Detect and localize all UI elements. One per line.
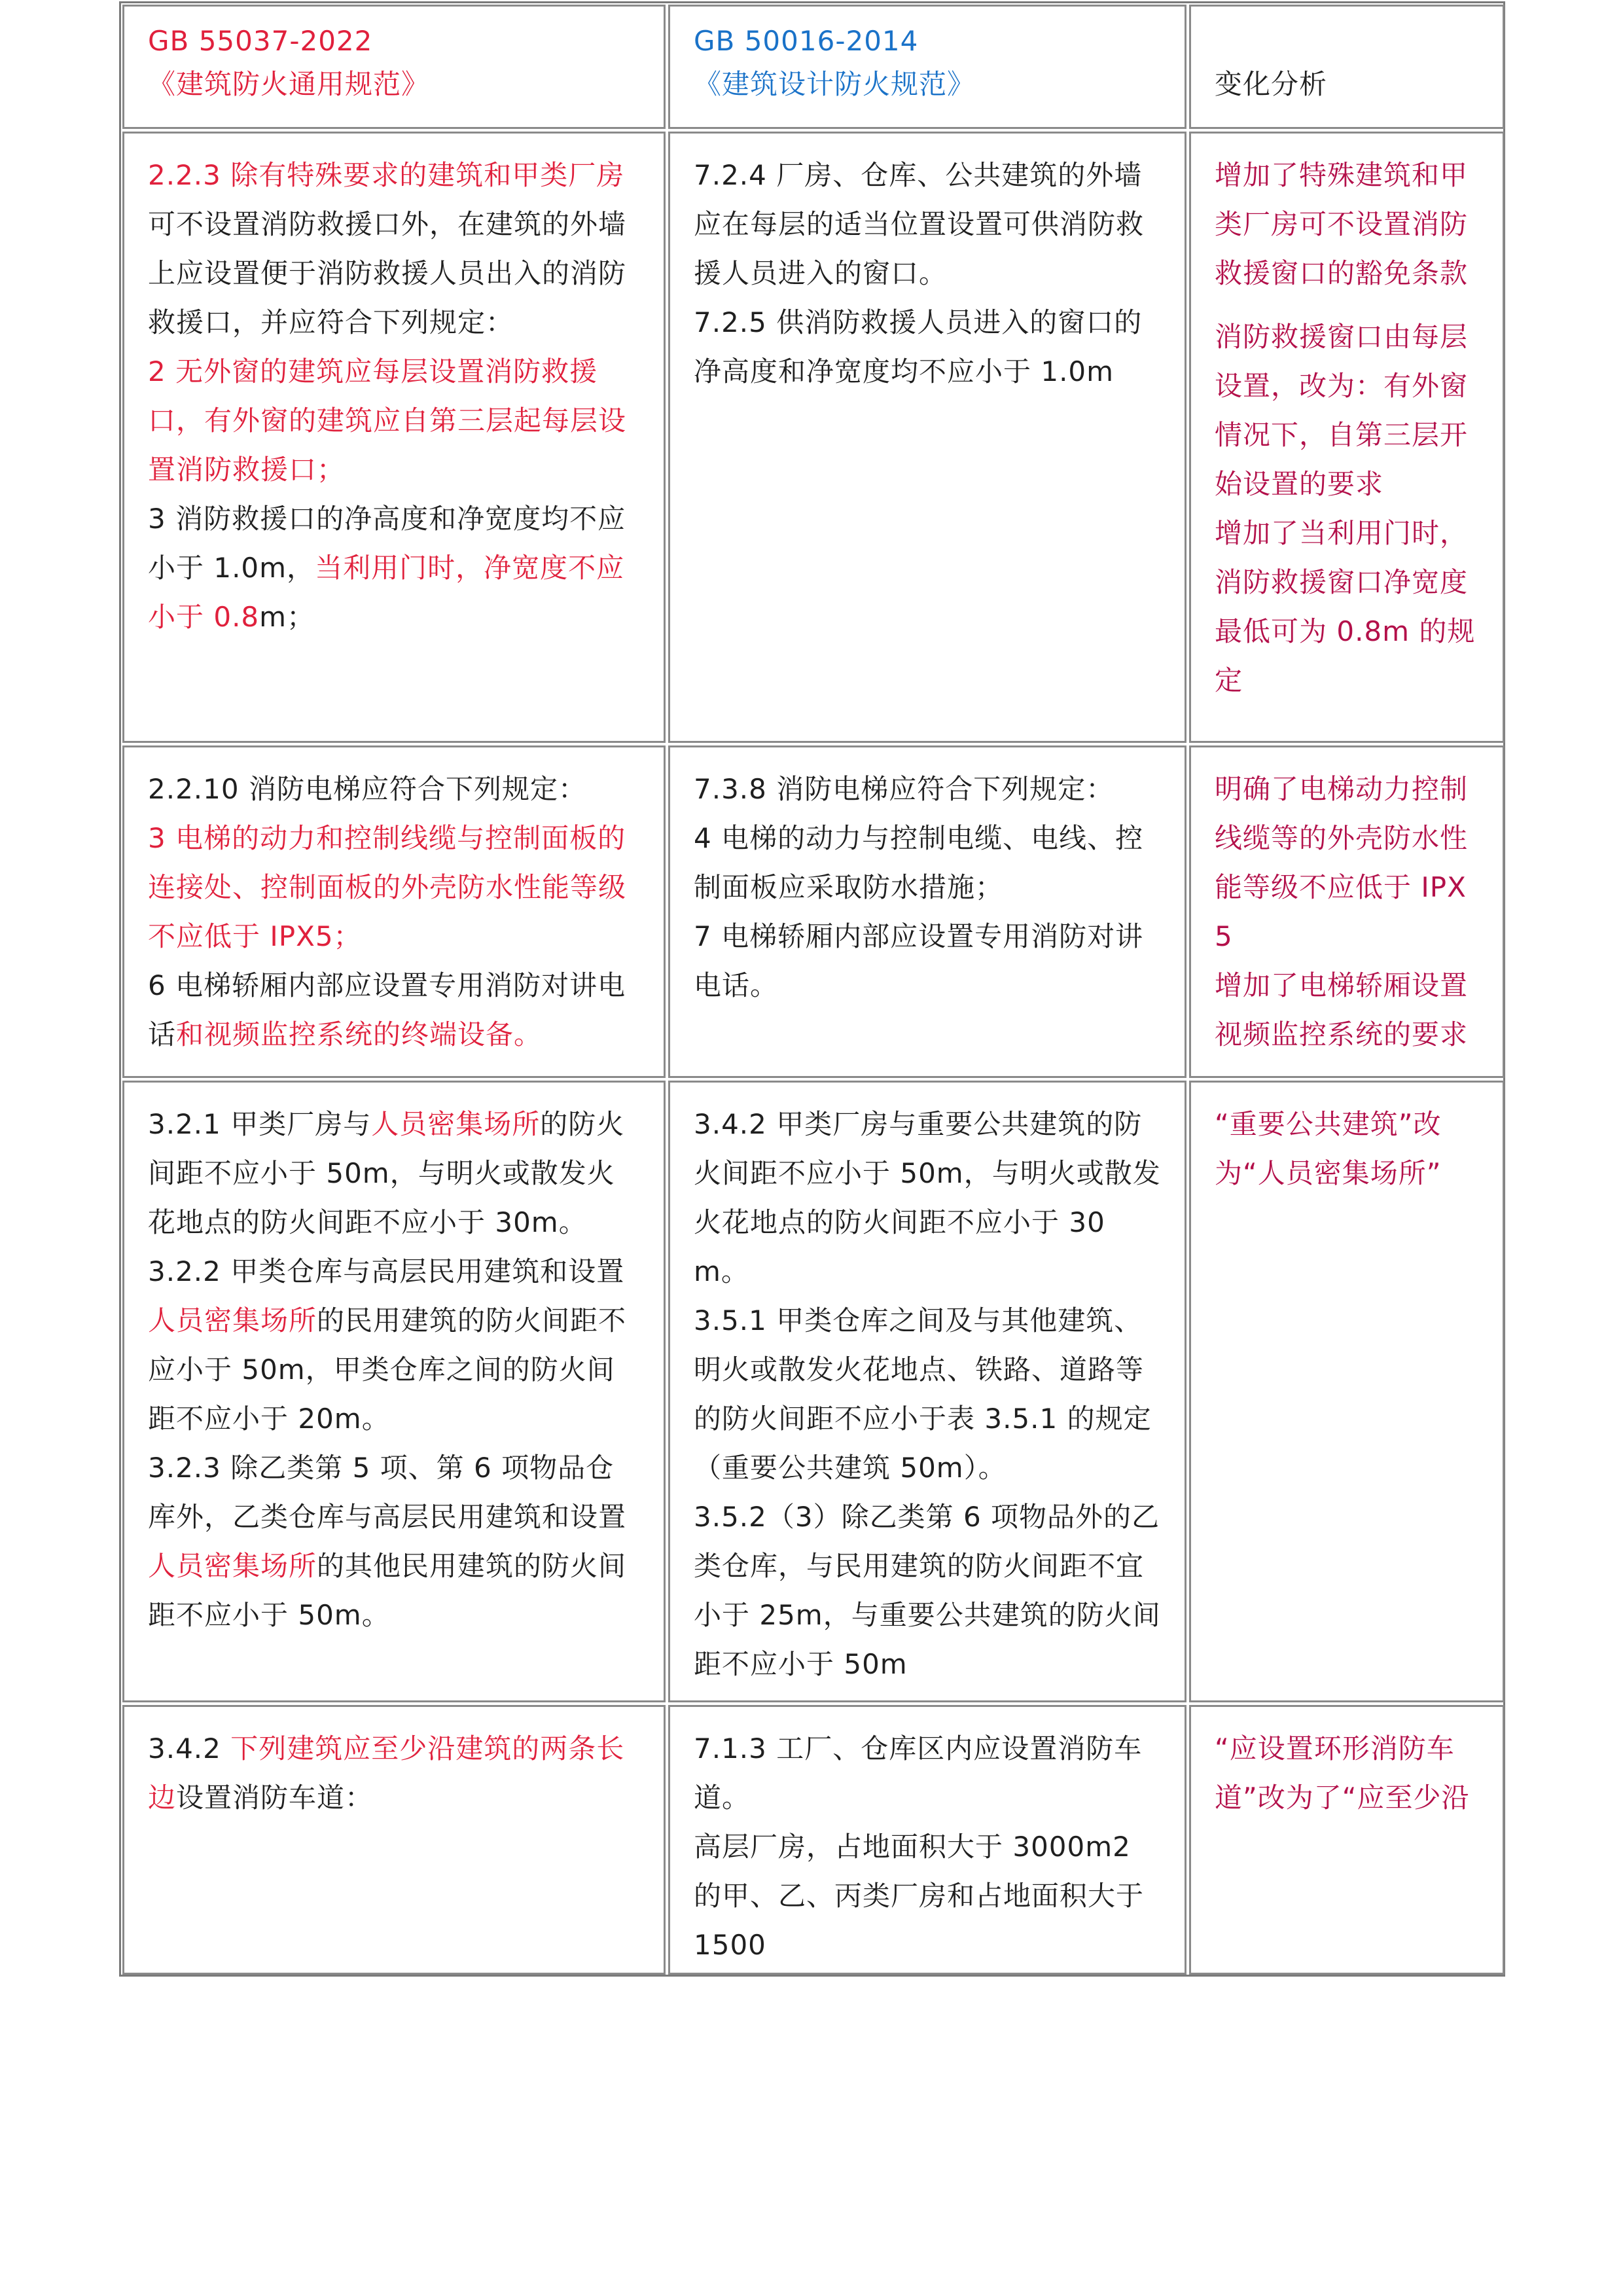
- row1-new-seg: m；: [259, 601, 315, 633]
- header-code-gb55037: GB 55037-2022: [148, 25, 373, 57]
- row2-analysis-para: 明确了电梯动力控制线缆等的外壳防水性能等级不应低于 IPX 5: [1215, 773, 1469, 952]
- header-cell-gb50016: [668, 5, 1186, 129]
- row3-new-seg: 的其他民用建筑的防火间距不应小于 50m。: [148, 1550, 627, 1631]
- row3-old-para: 3.4.2 甲类厂房与重要公共建筑的防火间距不应小于 50m，与明火或散发火花地点的防火间距不应小于 30 m。: [694, 1108, 1161, 1287]
- row2-analysis-cell: [1189, 745, 1505, 1078]
- row2-new-seg: 6 电梯轿厢内部应设置专用消防对讲电话: [148, 969, 626, 1050]
- row1-new-seg: 可不设置消防救援口外，在建筑的外墙上应设置便于消防救援人员出入的消防救援口，并应符合下列规定：: [148, 208, 627, 338]
- row3-old-clause-cell: [668, 1081, 1186, 1702]
- row1-new-seg: 当利用门时，净宽度不应小于 0.8: [148, 552, 625, 633]
- header-title-gb55037: 《建筑防火通用规范》: [148, 68, 430, 100]
- row4-new-seg: 3.4.2: [148, 1732, 231, 1765]
- row3-new-clause-cell: [122, 1081, 666, 1702]
- row4-old-para: 高层厂房，占地面积大于 3000m2 的甲、乙、丙类厂房和占地面积大于 1500: [694, 1831, 1145, 1961]
- row1-old-para: 7.2.5 供消防救援人员进入的窗口的净高度和净宽度均不应小于 1.0m: [694, 306, 1143, 387]
- row3-old-para: 3.5.2（3）除乙类第 6 项物品外的乙类仓库，与民用建筑的防火间距不宜小于 25m，与重要公共建筑的防火间距不应小于 50m: [694, 1501, 1161, 1680]
- row3-new-seg: 人员密集场所: [148, 1304, 317, 1336]
- row2-new-seg: 2.2.10 消防电梯应符合下列规定：: [148, 773, 586, 805]
- row3-new-seg: 的民用建筑的防火间距不应小于 50m，甲类仓库之间的防火间距不应小于 20m。: [148, 1304, 627, 1435]
- row2-new-seg: 和视频监控系统的终端设备。: [176, 1018, 543, 1050]
- header-cell-gb55037: [122, 5, 666, 129]
- row3-old-para: 3.5.1 甲类仓库之间及与其他建筑、明火或散发火花地点、铁路、道路等的防火间距不应小于表 3.5.1 的规定（重要公共建筑 50m）。: [694, 1304, 1152, 1484]
- row3-new-seg: 3.2.3 除乙类第 5 项、第 6 项物品仓库外，乙类仓库与高层民用建筑和设置: [148, 1452, 627, 1533]
- row1-analysis-para: 消防救援窗口由每层设置，改为：有外窗情况下，自第三层开始设置的要求: [1215, 321, 1469, 500]
- row4-new-seg: 下列建筑应至少沿建筑的两条长边: [148, 1732, 625, 1814]
- row4-old-para: 7.1.3 工厂、仓库区内应设置消防车道。: [694, 1732, 1143, 1814]
- row3-new-seg: 人员密集场所: [148, 1550, 317, 1582]
- row4-new-clause-cell: [122, 1705, 666, 1975]
- row1-new-seg: 2.2.3 除有特殊要求的建筑和甲类厂房: [148, 159, 625, 191]
- header-title-gb50016: 《建筑设计防火规范》: [694, 68, 976, 100]
- row4-analysis-para: “应设置环形消防车道”改为了“应至少沿: [1215, 1732, 1470, 1814]
- header-title-analysis: 变化分析: [1215, 68, 1328, 100]
- row1-analysis-cell: [1189, 132, 1505, 743]
- comparison-table: [119, 1, 1505, 1977]
- row2-old-para: 7 电梯轿厢内部应设置专用消防对讲电话。: [694, 920, 1144, 1001]
- row4-new-seg: 设置消防车道：: [176, 1782, 374, 1814]
- row3-new-seg: 3.2.2 甲类仓库与高层民用建筑和设置: [148, 1255, 625, 1287]
- row3-new-seg: 的防火间距不应小于 50m，与明火或散发火花地点的防火间距不应小于 30m。: [148, 1108, 625, 1238]
- row2-new-seg: 3 电梯的动力和控制线缆与控制面板的连接处、控制面板的外壳防水性能等级不应低于 IPX5；: [148, 822, 627, 952]
- row2-analysis-para: 增加了电梯轿厢设置视频监控系统的要求: [1215, 969, 1469, 1050]
- header-cell-analysis: [1189, 5, 1505, 129]
- row1-analysis-para: 增加了特殊建筑和甲类厂房可不设置消防救援窗口的豁免条款: [1215, 159, 1469, 289]
- row3-new-seg: 人员密集场所: [371, 1108, 541, 1140]
- row1-old-clause-cell: [668, 132, 1186, 743]
- row2-old-para: 7.3.8 消防电梯应符合下列规定：: [694, 773, 1115, 805]
- row2-new-clause-cell: [122, 745, 666, 1078]
- row1-analysis-para: 增加了当利用门时，消防救援窗口净宽度最低可为 0.8m 的规定: [1215, 517, 1476, 696]
- row3-analysis-cell: [1189, 1081, 1505, 1702]
- row1-new-seg: 2 无外窗的建筑应每层设置消防救援口，有外窗的建筑应自第三层起每层设置消防救援口；: [148, 355, 627, 486]
- row1-new-clause-cell: [122, 132, 666, 743]
- header-code-gb50016: GB 50016-2014: [694, 25, 919, 57]
- row4-old-clause-cell: [668, 1705, 1186, 1975]
- row2-old-clause-cell: [668, 745, 1186, 1078]
- row4-analysis-cell: [1189, 1705, 1505, 1975]
- row1-new-seg: 3 消防救援口的净高度和净宽度均不应小于 1.0m，: [148, 503, 626, 584]
- row1-old-para: 7.2.4 厂房、仓库、公共建筑的外墙应在每层的适当位置设置可供消防救援人员进入的窗口。: [694, 159, 1145, 289]
- row2-old-para: 4 电梯的动力与控制电缆、电线、控制面板应采取防水措施；: [694, 822, 1144, 903]
- row3-analysis-para: “重要公共建筑”改为“人员密集场所”: [1215, 1108, 1442, 1189]
- row3-new-seg: 3.2.1 甲类厂房与: [148, 1108, 372, 1140]
